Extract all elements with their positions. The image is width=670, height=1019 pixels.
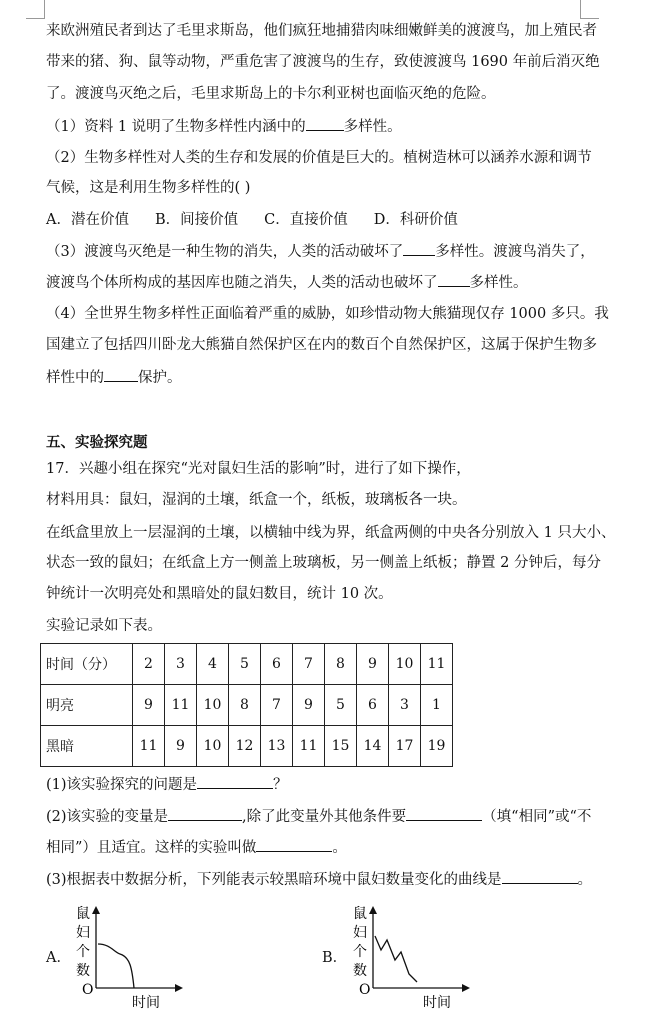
- table-cell: 8: [229, 685, 261, 726]
- graph-a[interactable]: [68, 902, 188, 1014]
- table-cell: 9: [293, 685, 325, 726]
- x-axis-label: 时间: [423, 995, 451, 1011]
- y-label-char: 鼠: [76, 906, 90, 922]
- question-text: ,除了此变量外其他条件要: [242, 809, 407, 825]
- y-label-char: 妇: [353, 925, 367, 941]
- question-text: 渡渡鸟个体所构成的基因库也随之消失，人类的活动也破坏了: [46, 275, 438, 291]
- option-b[interactable]: B．间接价值: [154, 212, 239, 228]
- y-label-char: 个: [76, 944, 90, 960]
- question-text: （1）资料 1 说明了生物多样性内涵中的: [46, 119, 306, 135]
- question-17-2-line: [46, 806, 591, 827]
- table-header-cell: 明亮: [41, 685, 133, 726]
- table-cell: 9: [165, 726, 197, 767]
- table-cell: 8: [325, 644, 357, 685]
- passage-line: 来欧洲殖民者到达了毛里求斯岛，他们疯狂地捕猎肉味细嫩鲜美的渡渡鸟，加上殖民者: [46, 23, 597, 39]
- graph-a-curve: [98, 944, 134, 988]
- materials-text: 材料用具：鼠妇，湿润的土壤，纸盒一个，纸板，玻璃板各一块。: [46, 492, 467, 508]
- x-axis-label: 时间: [132, 995, 160, 1011]
- question-17-intro: 17．兴趣小组在探究“光对鼠妇生活的影响”时，进行了如下操作，: [46, 461, 471, 477]
- passage-line: 了。渡渡鸟灭绝之后，毛里求斯岛上的卡尔利亚树也面临灭绝的危险。: [46, 86, 496, 102]
- table-cell: 14: [357, 726, 389, 767]
- table-cell: 6: [261, 644, 293, 685]
- answer-blank[interactable]: [104, 367, 138, 382]
- page-corner-mark: [580, 0, 599, 19]
- table-cell: 6: [357, 685, 389, 726]
- table-cell: 5: [325, 685, 357, 726]
- question-text: 多样性。渡渡鸟消失了，: [435, 244, 595, 260]
- experiment-record-table: [40, 643, 453, 767]
- table-row: [41, 726, 453, 767]
- section-heading: 五、实验探究题: [46, 435, 148, 451]
- graph-b[interactable]: [345, 902, 475, 1014]
- question-16-3-line: [46, 272, 528, 293]
- table-cell: 3: [389, 685, 421, 726]
- question-16-2-line: 气候，这是利用生物多样性的( ): [46, 180, 251, 196]
- table-header-cell: 时间（分）: [41, 644, 133, 685]
- answer-blank[interactable]: [438, 272, 470, 287]
- table-row: [41, 644, 453, 685]
- y-label-char: 数: [76, 963, 90, 979]
- y-axis-arrow: [369, 906, 377, 914]
- table-cell: 11: [165, 685, 197, 726]
- table-row: [41, 685, 453, 726]
- answer-blank[interactable]: [256, 837, 332, 852]
- procedure-line: 状态一致的鼠妇；在纸盒上方一侧盖上玻璃板，另一侧盖上纸板；静置 2 分钟后，每分: [46, 555, 601, 571]
- table-cell: 9: [357, 644, 389, 685]
- passage-line: 带来的猪、狗、鼠等动物，严重危害了渡渡鸟的生存，致使渡渡鸟 1690 年前后消灭绝: [46, 54, 600, 70]
- table-cell: 11: [133, 726, 165, 767]
- table-cell: 12: [229, 726, 261, 767]
- question-text: (2)该实验的变量是: [46, 809, 169, 825]
- x-axis-arrow: [175, 984, 183, 992]
- page-corner-mark: [26, 0, 45, 19]
- option-d[interactable]: D．科研价值: [373, 212, 458, 228]
- y-label-char: 妇: [76, 925, 90, 941]
- question-text: 多样性。: [469, 275, 528, 291]
- question-text: 样性中的: [46, 370, 104, 386]
- table-cell: 11: [293, 726, 325, 767]
- graph-b-curve: [375, 936, 417, 982]
- question-16-4-line: 国建立了包括四川卧龙大熊猫自然保护区在内的数百个自然保护区，这属于保护生物多: [46, 337, 597, 353]
- table-cell: 10: [197, 685, 229, 726]
- question-16-3-line: [46, 241, 595, 262]
- question-16-4-line: （4）全世界生物多样性正面临着严重的威胁，如珍惜动物大熊猫现仅存 1000 多只。我: [46, 306, 609, 322]
- option-b-label[interactable]: B．: [322, 950, 348, 966]
- table-cell: 10: [389, 644, 421, 685]
- table-cell: 10: [197, 726, 229, 767]
- answer-blank[interactable]: [403, 241, 435, 256]
- question-text: 。: [332, 840, 347, 856]
- table-cell: 13: [261, 726, 293, 767]
- origin-label: O: [82, 982, 94, 998]
- question-16-4-line: [46, 367, 182, 388]
- table-cell: 15: [325, 726, 357, 767]
- answer-blank[interactable]: [197, 774, 273, 789]
- question-text: ？: [273, 777, 288, 793]
- table-cell: 17: [389, 726, 421, 767]
- table-cell: 11: [421, 644, 453, 685]
- table-cell: 2: [133, 644, 165, 685]
- question-text: (1)该实验探究的问题是: [46, 777, 198, 793]
- y-axis-arrow: [92, 906, 100, 914]
- y-label-char: 个: [353, 944, 367, 960]
- option-a[interactable]: A．潜在价值: [46, 212, 129, 228]
- table-cell: 7: [293, 644, 325, 685]
- table-cell: 1: [421, 685, 453, 726]
- table-cell: 3: [165, 644, 197, 685]
- table-cell: 4: [197, 644, 229, 685]
- question-text: 多样性。: [343, 119, 402, 135]
- question-text: (3)根据表中数据分析，下列能表示较黑暗环境中鼠妇数量变化的曲线是: [46, 872, 502, 888]
- table-cell: 9: [133, 685, 165, 726]
- answer-blank[interactable]: [168, 806, 242, 821]
- answer-blank[interactable]: [406, 806, 482, 821]
- table-cell: 19: [421, 726, 453, 767]
- table-cell: 7: [261, 685, 293, 726]
- answer-blank[interactable]: [502, 869, 578, 884]
- option-c[interactable]: C．直接价值: [264, 212, 348, 228]
- table-header-cell: 黑暗: [41, 726, 133, 767]
- origin-label: O: [359, 982, 371, 998]
- question-text: （3）渡渡鸟灭绝是一种生物的消失，人类的活动破坏了: [46, 244, 404, 260]
- procedure-line: 钟统计一次明亮处和黑暗处的鼠妇数目，统计 10 次。: [46, 586, 393, 602]
- question-text: 相同”）且适宜。这样的实验叫做: [46, 840, 257, 856]
- answer-blank[interactable]: [306, 116, 344, 131]
- question-16-2-options: [46, 210, 484, 230]
- table-cell: 5: [229, 644, 261, 685]
- question-text: （填“相同”或“不: [482, 809, 592, 825]
- question-16-1: [46, 116, 402, 137]
- option-a-label[interactable]: A．: [46, 950, 71, 966]
- question-17-2-line: [46, 837, 347, 858]
- question-17-1: [46, 774, 288, 795]
- question-text: 。: [577, 872, 593, 888]
- record-intro: 实验记录如下表。: [46, 618, 162, 634]
- question-17-3: [46, 869, 592, 890]
- question-text: 保护。: [138, 370, 182, 386]
- y-label-char: 数: [353, 963, 367, 979]
- procedure-line: 在纸盒里放上一层湿润的土壤，以横轴中线为界，纸盒两侧的中央各分别放入 1 只大小、: [46, 525, 616, 541]
- y-label-char: 鼠: [353, 906, 367, 922]
- x-axis-arrow: [462, 984, 470, 992]
- question-16-2-line: （2）生物多样性对人类的生存和发展的价值是巨大的。植树造林可以涵养水源和调节: [46, 150, 592, 166]
